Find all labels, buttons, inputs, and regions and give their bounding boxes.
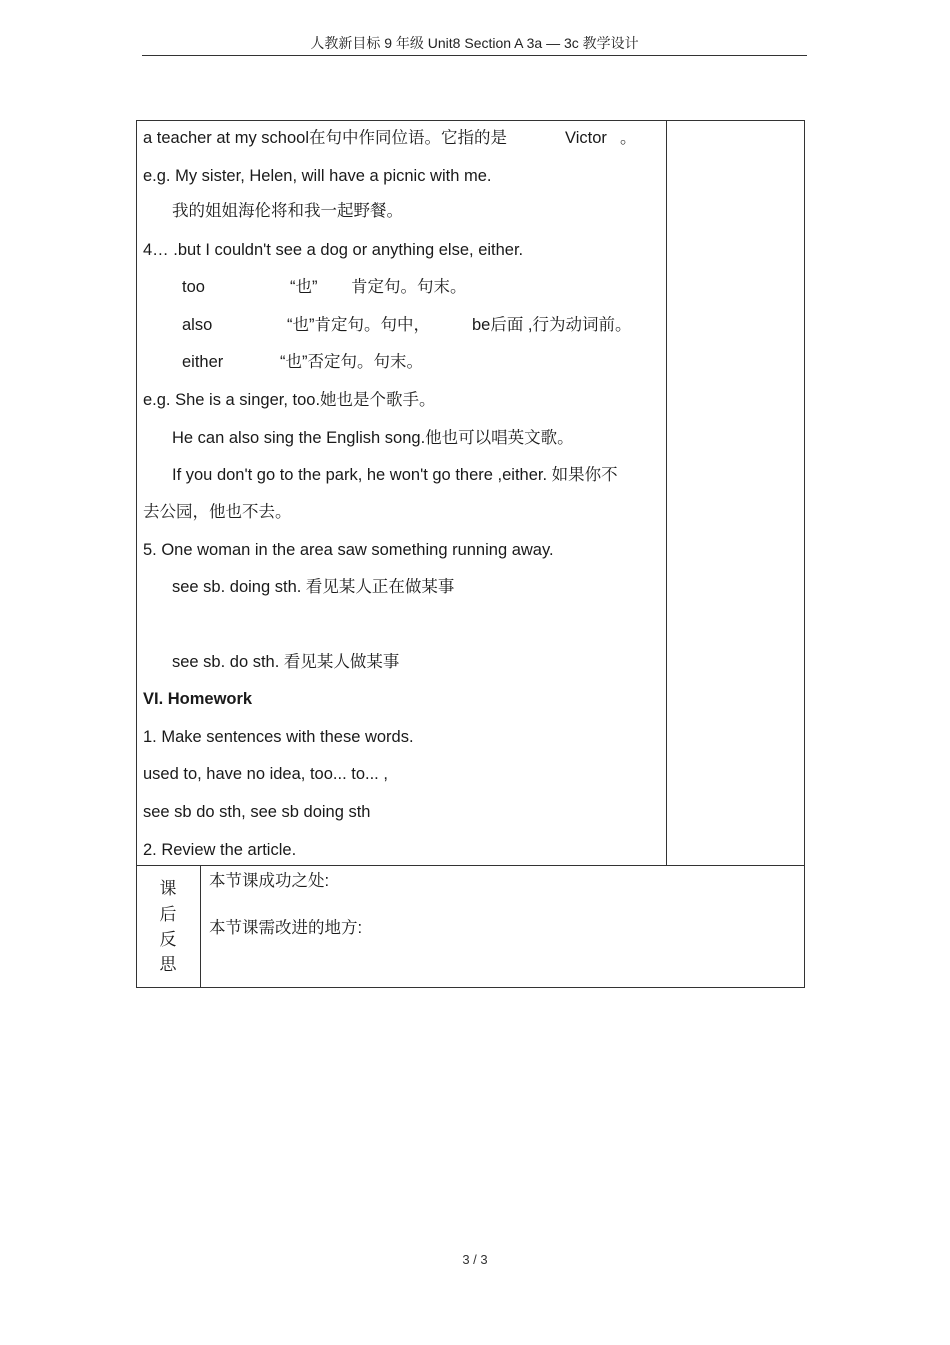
content-line: 5. One woman in the area saw something running away. bbox=[143, 541, 554, 559]
reflection-label-divider bbox=[200, 865, 201, 988]
section-heading: VI. Homework bbox=[143, 690, 253, 708]
content-line: Victor bbox=[565, 129, 607, 147]
content-line: 我的姐姐海伦将和我一起野餐。 bbox=[172, 202, 403, 220]
reflection-label-char: 课 bbox=[159, 879, 177, 898]
page-number: 3 / 3 bbox=[462, 1252, 488, 1267]
reflection-success: 本节课成功之处: bbox=[209, 872, 330, 890]
content-line: a teacher at my school在句中作同位语。它指的是 bbox=[143, 129, 507, 147]
content-line: see sb. doing sth. 看见某人正在做某事 bbox=[172, 578, 455, 596]
content-line: 1. Make sentences with these words. bbox=[143, 728, 414, 746]
content-line: “也”否定句。句末。 bbox=[280, 353, 423, 371]
content-line: 4… .but I couldn't see a dog or anything else, either. bbox=[143, 241, 524, 259]
content-line: used to, have no idea, too... to... , bbox=[143, 765, 388, 783]
content-line: be后面 ,行为动词前。 bbox=[472, 316, 632, 334]
content-line: too bbox=[182, 278, 205, 296]
content-line: 。 bbox=[620, 129, 637, 147]
content-line: “也” bbox=[290, 278, 318, 296]
right-column-divider bbox=[666, 120, 667, 866]
content-line: 2. Review the article. bbox=[143, 841, 297, 859]
content-line: “也”肯定句。句中， bbox=[287, 316, 430, 334]
reflection-improve: 本节课需改进的地方: bbox=[209, 919, 363, 937]
reflection-label-char: 思 bbox=[159, 955, 177, 974]
lesson-content-cell bbox=[136, 120, 805, 866]
content-line: He can also sing the English song.他也可以唱英文歌。 bbox=[172, 429, 574, 447]
content-line: If you don't go to the park, he won't go there ,either. 如果你不 bbox=[172, 466, 618, 484]
content-line: also bbox=[182, 316, 213, 334]
content-line: either bbox=[182, 353, 224, 371]
content-line: e.g. She is a singer, too.她也是个歌手。 bbox=[143, 391, 436, 409]
content-line: e.g. My sister, Helen, will have a picnic with me. bbox=[143, 167, 492, 185]
reflection-label-char: 后 bbox=[159, 905, 177, 924]
reflection-label-char: 反 bbox=[159, 930, 177, 949]
content-line: see sb do sth, see sb doing sth bbox=[143, 803, 371, 821]
content-line: see sb. do sth. 看见某人做某事 bbox=[172, 653, 400, 671]
content-line: 肯定句。句末。 bbox=[351, 278, 467, 296]
page-header: 人教新目标 9 年级 Unit8 Section A 3a — 3c 教学设计 bbox=[142, 33, 807, 56]
content-line: 去公园，他也不去。 bbox=[143, 503, 292, 521]
